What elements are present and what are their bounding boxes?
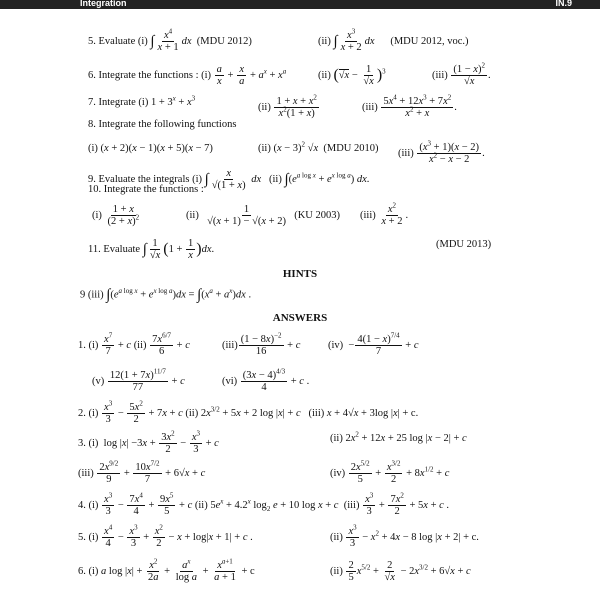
running-header [0, 0, 600, 9]
answer-6-ii: (ii) $\frac{2}{5}$ $x^{5/2}$ + $\frac{2}{√x}$ − $2x^{3/2} + 6√x + c$ [330, 560, 471, 583]
exercise-7-ii: (ii) $\frac{1 + x + x^2}{x^2(1 + x)}$ [258, 93, 317, 119]
exercise-8: 8. Integrate the following functions [88, 119, 237, 130]
page-number: IN.9 [555, 0, 572, 8]
exercise-5-ii: (ii) ∫ $\frac{x^3}{x + 2}$ dx (MDU 2012, voc.) [318, 27, 469, 53]
exercise-7: 7. Integrate (i) $1 + 3^x + x^3$ [88, 94, 196, 108]
answer-1-v: (v) $\frac{12(1 + 7x)^{11/7}}{77}$ + c [92, 367, 185, 393]
exercise-9: 9. Evaluate the integrals (i) ∫ $\frac{x}{√(1 + x)}$ dx (ii) $\int(e^{a log x} + e^{x log a})$ dx. [88, 168, 370, 191]
answer-1-iii: (iii) $\frac{(1 - 8x)^{-2}}{16}$ + c [222, 331, 301, 357]
answer-1: 1. (i) $\frac{x^7}{7}$ + c (ii) $\frac{7x^{6/7}}{6}$ + c [78, 331, 190, 357]
answer-6: 6. (i) a log |x| + $\frac{x^2}{2a}$ + $\frac{a^x}{\text{log a}}$ + $\frac{x^{a+1}}{a + 1}$ + c [78, 557, 255, 583]
exercise-6-iii: (iii) $\frac{(1 - x)^2}{√x}$ . [432, 61, 491, 87]
exercise-11-source: (MDU 2013) [436, 239, 492, 250]
exercise-8-iii: (iii) $\frac{(x^3 + 1)(x - 2)}{x^2 - x - 2}$ . [398, 139, 485, 165]
exercise-10: 10. Integrate the functions : [88, 184, 204, 195]
exercise-7-iii: (iii) $\frac{5x^4 + 12x^3 + 7x^2}{x^2 + x}$ . [362, 93, 457, 119]
exercise-8-i: (i) (x + 2)(x − 1)(x + 5)(x − 7) [88, 143, 213, 154]
answer-3-ii: (ii) $2x^2 + 12x + 25$ log |x − 2| + c [330, 430, 467, 444]
exercise-10-i: (i) $\frac{1 + x}{(2 + x)^2}$ [92, 204, 140, 227]
answer-5-ii: (ii) $\frac{x^3}{3}$ − $x^2 + 4x - 8$ log |x + 2| + c. [330, 523, 479, 549]
answer-1-vi: (vi) $\frac{(3x - 4)^{4/3}}{4}$ + c . [222, 367, 310, 393]
exercise-6: 6. Integrate the functions : (i) $\frac{a}{x}$ + $\frac{x}{a}$ + $a^x + x^a$ [88, 64, 287, 87]
exercise-8-ii: (ii) $(x - 3)^2$ √x (MDU 2010) [258, 140, 379, 154]
chapter-title: Integration [80, 0, 127, 8]
hints-heading: HINTS [282, 268, 318, 280]
answer-3: 3. (i) log |x| −3x + $\frac{3x^2}{2}$ − $\frac{x^3}{3}$ + c [78, 429, 219, 455]
answers-heading: ANSWERS [272, 312, 328, 324]
answer-1-iv: (iv) − $\frac{4(1 - x)^{7/4}}{7}$ + c [328, 331, 419, 357]
answer-3-iii: (iii) $\frac{2x^{9/2}}{9}$ + $\frac{10x^{7/2}}{7}$ + 6√x + c [78, 459, 206, 485]
answer-2: 2. (i) $\frac{x^3}{3}$ − $\frac{5x^2}{2}$ + 7x + c (ii) $2x^{3/2} + 5x + 2$ log |x| + c (iii) x + 4√x + 3log |x| + c. [78, 399, 419, 425]
answer-5: 5. (i) $\frac{x^4}{4}$ − $\frac{x^3}{3}$ + $\frac{x^2}{2}$ − x + log|x + 1| + c . [78, 523, 253, 549]
exercise-10-iii: (iii) $\frac{x^2}{x + 2}$ . [360, 201, 409, 227]
exercise-6-ii: (ii) (√x − $\frac{1}{√x}$ )$^3$ [318, 64, 386, 87]
exercise-10-ii: (ii) $\frac{1}{√(x + 1) - √(x + 2)}$ (KU 2003) [186, 204, 341, 227]
exercise-5: 5. Evaluate (i) ∫ $\frac{x^4}{x + 1}$ dx (MDU 2012) [88, 27, 252, 53]
exercise-11: 11. Evaluate ∫ $\frac{1}{√x}$ (1 + $\frac{1}{x}$ )dx. [88, 238, 215, 261]
answer-3-iv: (iv) $\frac{2x^{5/2}}{5}$ + $\frac{x^{3/2}}{2}$ + $8x^{1/2} + c$ [330, 459, 450, 485]
answer-4: 4. (i) $\frac{x^3}{3}$ − $\frac{7x^4}{4}$ + $\frac{9x^5}{5}$ + c (ii) $5e^x + 4.2^x$ $\log_2 e + 10$ log x + c (iii) $\frac{x^3}{3}$ + $\frac{7x^2}{2}$ + 5x + c . [78, 491, 450, 517]
hint-9iii: 9 (iii) $\int(e^{a log x} + e^{x log a})dx = \int(x^a + a^x)dx$ . [80, 286, 252, 303]
